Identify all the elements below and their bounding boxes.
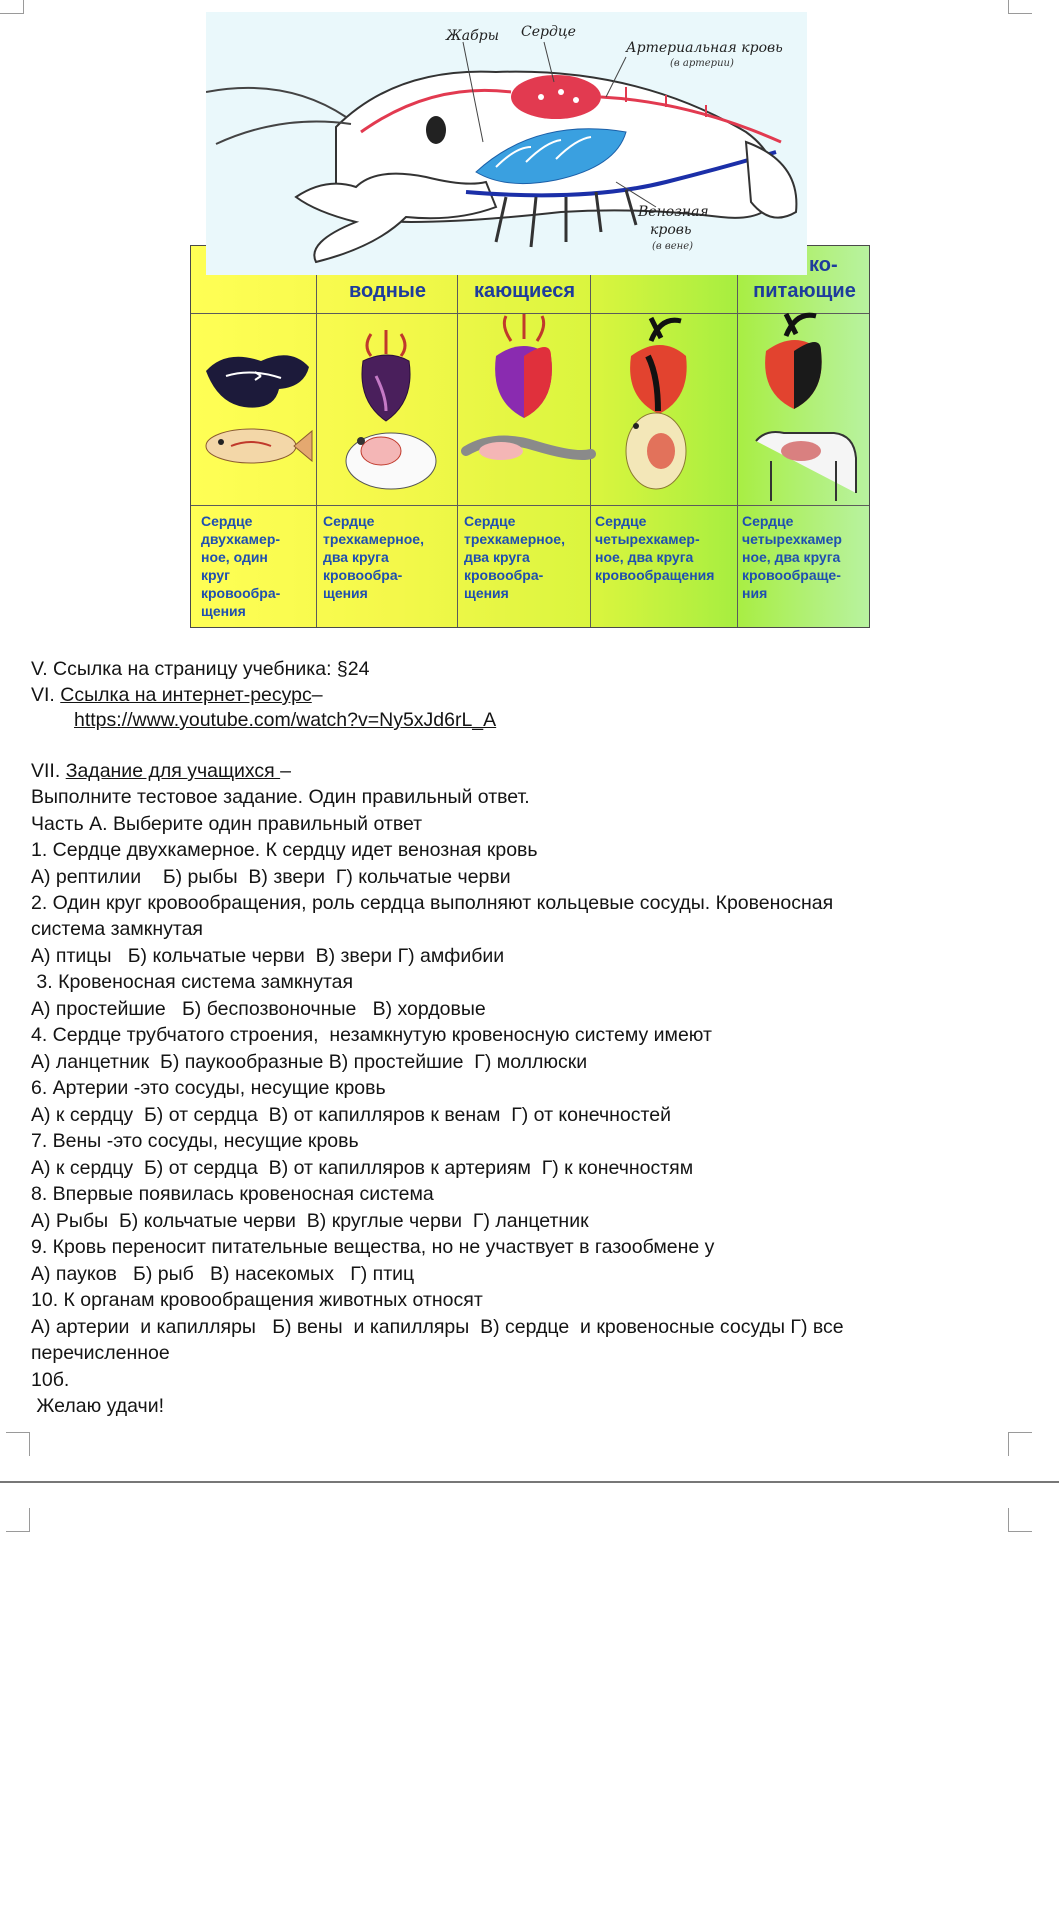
caption-amphibians: Сердце трехкамерное, два круга кровообра- щения	[323, 513, 424, 601]
section-number: VII.	[31, 760, 66, 782]
page-corner-mark	[6, 1432, 30, 1456]
fish-icon	[206, 429, 312, 463]
text-line: Часть А. Выберите один правильный ответ	[31, 813, 423, 835]
answer-options: А) пауков Б) рыб В) насекомых Г) птиц	[31, 1263, 415, 1285]
caption-mammals: Сердце четырехкамер ное, два круга кровообраще- ния	[742, 513, 842, 601]
internet-resource-label: Ссылка на интернет-ресурс	[60, 684, 312, 706]
question: 1. Сердце двухкамерное. К сердцу идет венозная кровь	[31, 839, 538, 861]
mammal-heart-icon	[765, 314, 822, 409]
circulatory-systems-comparison-figure	[190, 245, 870, 628]
label-venous-sub: (в вене)	[652, 241, 694, 252]
header-crawling: кающиеся	[473, 280, 576, 302]
answer-options: А) рептилии Б) рыбы В) звери Г) кольчатые черви	[31, 866, 511, 888]
youtube-link[interactable]: https://www.youtube.com/watch?v=Ny5xJd6rL_A	[74, 709, 497, 731]
answer-options: А) к сердцу Б) от сердца В) от капилляров к венам Г) от конечностей	[31, 1104, 671, 1126]
question: 8. Впервые появилась кровеносная система	[31, 1183, 434, 1205]
crayfish-circulation-figure	[206, 12, 807, 275]
question: 9. Кровь переносит питательные вещества, но не участвует в газообмене у	[31, 1236, 715, 1258]
page-corner-mark	[1008, 1432, 1032, 1456]
answer-options: А) птицы Б) кольчатые черви В) звери Г) амфибии	[31, 945, 505, 967]
question: 2. Один круг кровообращения, роль сердца выполняют кольцевые сосуды. Кровеносная	[31, 892, 834, 914]
dash: –	[280, 760, 291, 782]
label-venous-1: Венозная	[638, 204, 709, 220]
internet-resource-line	[31, 682, 323, 708]
frog-icon	[346, 433, 436, 489]
caption-fish: Сердце двухкамер- ное, один круг кровообра- щения	[201, 513, 281, 619]
question: 4. Сердце трубчатого строения, незамкнутую кровеносную систему имеют	[31, 1024, 712, 1046]
page-corner-mark	[1008, 0, 1032, 14]
label-arterial-blood: Артериальная кровь	[626, 40, 783, 56]
header-fragment: ко-	[809, 254, 838, 276]
page-corner-mark	[0, 0, 24, 14]
label-heart: Сердце	[521, 24, 576, 40]
textbook-reference: V. Ссылка на страницу учебника: §24	[31, 658, 370, 680]
answer-options-continued: перечисленное	[31, 1342, 170, 1364]
dash: –	[311, 684, 323, 706]
question: 3. Кровеносная система замкнутая	[31, 971, 354, 993]
answer-options: А) артерии и капилляры Б) вены и капилляры В) сердце и кровеносные сосуды Г) все	[31, 1316, 844, 1338]
caption-reptiles: Сердце трехкамерное, два круга кровообра- щения	[464, 513, 565, 601]
page-corner-mark	[1008, 1508, 1032, 1532]
closing-wish: Желаю удачи!	[31, 1395, 165, 1417]
page-break-line	[0, 1481, 1059, 1483]
header-aquatic: водные	[349, 280, 426, 302]
answer-options: А) ланцетник Б) паукообразные В) простейшие Г) моллюски	[31, 1051, 588, 1073]
question-continued: система замкнутая	[31, 918, 203, 940]
text-line: Выполните тестовое задание. Один правильный ответ.	[31, 786, 530, 808]
answer-options: А) простейшие Б) беспозвоночные В) хордовые	[31, 998, 486, 1020]
page-corner-mark	[6, 1508, 30, 1532]
amphibian-heart-icon	[362, 330, 410, 421]
answer-options: А) к сердцу Б) от сердца В) от капилляров к артериям Г) к конечностям	[31, 1157, 694, 1179]
heart-animal-illustrations	[191, 246, 870, 506]
answer-options: А) Рыбы Б) кольчатые черви В) круглые черви Г) ланцетник	[31, 1210, 589, 1232]
heart-icon	[511, 75, 601, 119]
label-gills: Жабры	[446, 28, 499, 44]
dog-icon	[756, 432, 856, 501]
header-feeding: питающие	[753, 280, 856, 302]
fish-heart-icon	[206, 355, 309, 407]
reptile-heart-icon	[495, 314, 552, 418]
bird-icon	[626, 413, 686, 489]
lizard-icon	[466, 441, 591, 460]
question: 7. Вены -это сосуды, несущие кровь	[31, 1130, 359, 1152]
assignment-heading	[31, 758, 291, 784]
label-arterial-sub: (в артерии)	[670, 58, 734, 69]
score-note: 10б.	[31, 1369, 70, 1391]
caption-birds: Сердце четырехкамер- ное, два круга кровообращения	[595, 513, 715, 583]
section-number: VI.	[31, 684, 61, 706]
bird-heart-icon	[630, 318, 687, 414]
assignment-label: Задание для учащихся	[65, 760, 281, 782]
question: 10. К органам кровообращения животных относят	[31, 1289, 483, 1311]
label-venous-2: кровь	[650, 222, 692, 238]
question: 6. Артерии -это сосуды, несущие кровь	[31, 1077, 386, 1099]
